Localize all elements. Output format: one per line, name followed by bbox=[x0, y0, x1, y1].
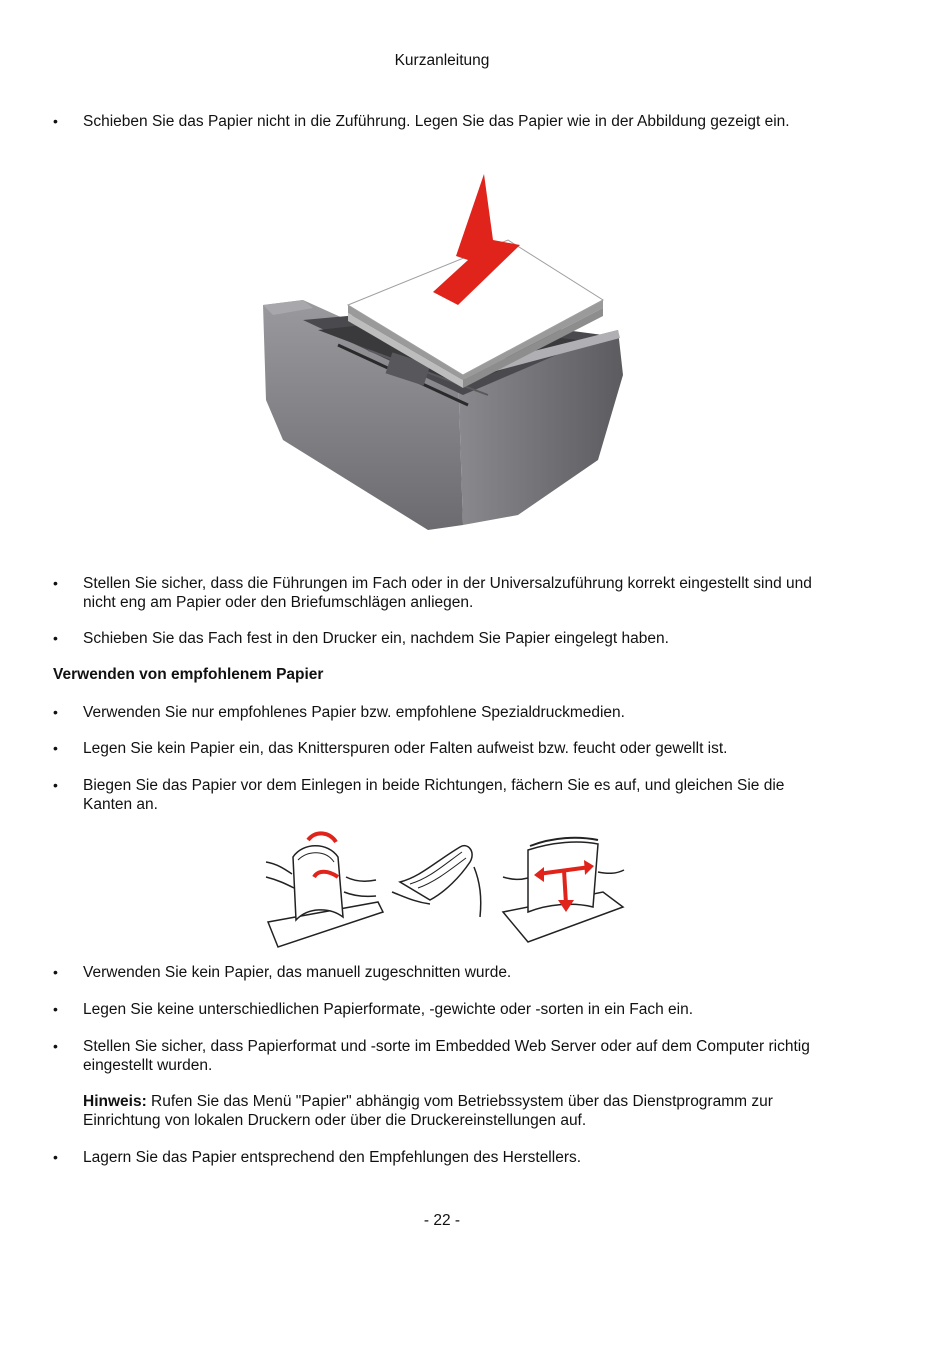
list-item-text: Stellen Sie sicher, dass die Führungen im Fach oder in der Universalzuführung korrekt eingestellt sind und nicht eng am Papier oder den Briefumschlägen anliegen. bbox=[83, 575, 812, 611]
page-header: Kurzanleitung bbox=[394, 52, 490, 69]
fan-paper-illustration bbox=[390, 822, 490, 950]
bullet-marker: • bbox=[53, 1149, 58, 1165]
bullet-marker: • bbox=[53, 777, 58, 793]
bullet-marker: • bbox=[53, 1038, 58, 1054]
note-paragraph bbox=[83, 1092, 833, 1130]
section-heading: Verwenden von empfohlenem Papier bbox=[53, 666, 324, 683]
page-number: - 22 - bbox=[423, 1212, 461, 1229]
bullet-marker: • bbox=[53, 1001, 58, 1017]
list-item-text: Schieben Sie das Papier nicht in die Zuführung. Legen Sie das Papier wie in der Abbildung gezeigt ein. bbox=[83, 113, 790, 130]
list-item-text: Verwenden Sie nur empfohlenes Papier bzw. empfohlene Spezialdruckmedien. bbox=[83, 704, 625, 721]
list-item-text: Biegen Sie das Papier vor dem Einlegen in beide Richtungen, fächern Sie es auf, und gleichen Sie die Kanten an. bbox=[83, 777, 785, 813]
note-label: Hinweis: bbox=[83, 1093, 147, 1110]
flex-paper-illustration bbox=[258, 822, 388, 950]
align-edges-illustration bbox=[498, 822, 628, 950]
list-item-text: Legen Sie keine unterschiedlichen Papierformate, -gewichte oder -sorten in ein Fach ein. bbox=[83, 1001, 694, 1018]
list-item-text: Lagern Sie das Papier entsprechend den Empfehlungen des Herstellers. bbox=[83, 1149, 582, 1166]
list-item-text: Legen Sie kein Papier ein, das Knitterspuren oder Falten aufweist bzw. feucht oder gewellt ist. bbox=[83, 740, 728, 757]
paper-tray-illustration bbox=[258, 170, 628, 560]
list-item-text: Verwenden Sie kein Papier, das manuell zugeschnitten wurde. bbox=[83, 964, 512, 981]
bullet-marker: • bbox=[53, 630, 58, 646]
note-text: Rufen Sie das Menü "Papier" abhängig vom Betriebssystem über das Dienstprogramm zur Einrichtung von lokalen Druckern oder über die Druckereinstellungen auf. bbox=[83, 1093, 773, 1129]
bullet-marker: • bbox=[53, 704, 58, 720]
list-item-text: Stellen Sie sicher, dass Papierformat und -sorte im Embedded Web Server oder auf dem Computer richtig eingestellt wurden. bbox=[83, 1038, 810, 1074]
bullet-marker: • bbox=[53, 740, 58, 756]
bullet-marker: • bbox=[53, 964, 58, 980]
list-item-text: Schieben Sie das Fach fest in den Drucker ein, nachdem Sie Papier eingelegt haben. bbox=[83, 630, 669, 647]
bullet-marker: • bbox=[53, 113, 58, 129]
paper-flex-fan-illustration bbox=[258, 822, 630, 950]
bullet-marker: • bbox=[53, 575, 58, 591]
